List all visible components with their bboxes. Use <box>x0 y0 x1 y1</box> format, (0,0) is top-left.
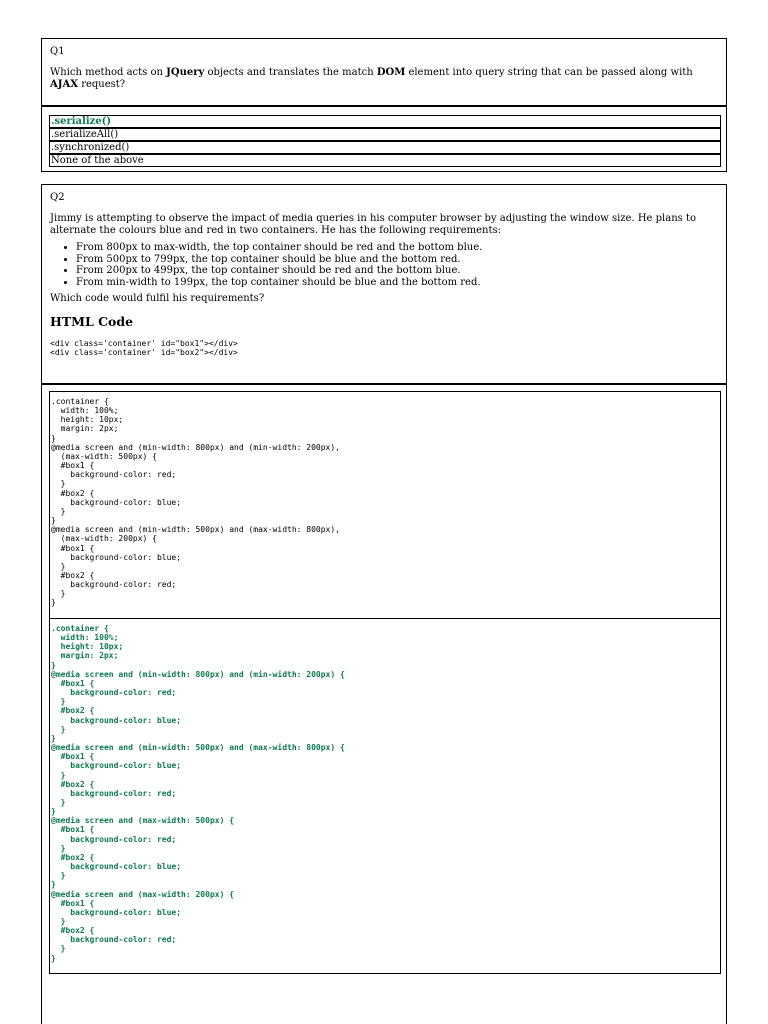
question-number: Q1 <box>50 46 65 57</box>
code-answer-option[interactable]: .container { width: 100%; height: 10px; margin: 2px; } @media screen and (min-width: 800px) and (min-width: 200px) { #box1 { background-color: red; } #box2 { background-color: blue; } } @media screen and (min-width: 500px) and (max-width: 800px) { #box1 { background-color: blue; } #box2 { background-color: red; } } @media screen and (max-width: 500px) { #box1 { background-color: red; } #box2 { background-color: blue; } } @media screen and (max-width: 200px) { #box1 { background-color: blue; } #box2 { background-color: red; } } <box>49 618 721 974</box>
code-answer-option[interactable]: .container { width: 100%; height: 10px; margin: 2px; } @media screen and (min-width: 800px) and (min-width: 200px), (max-width: 500px) { #box1 { background-color: red; } #box2 { background-color: blue; } } @media screen and (min-width: 500px) and (max-width: 800px), (max-width: 200px) { #box1 { background-color: blue; } #box2 { background-color: red; } } <box>49 391 721 619</box>
requirement-item: • From 200px to 499px, the top container should be red and the bottom blue. <box>76 265 718 277</box>
question-text-part: Which method acts on <box>50 67 167 78</box>
question-number: Q2 <box>50 192 65 203</box>
requirement-item: • From 500px to 799px, the top container should be blue and the bottom red. <box>76 254 718 266</box>
question-text-part: request? <box>78 79 126 90</box>
answer-option[interactable]: .serializeAll() <box>49 128 721 141</box>
answer-option[interactable]: None of the above <box>49 154 721 167</box>
requirement-item: • From 800px to max-width, the top container should be red and the bottom blue. <box>76 242 718 254</box>
question-text <box>50 67 718 91</box>
answer-option[interactable]: .synchronized() <box>49 141 721 154</box>
question-2-header <box>42 185 726 385</box>
requirement-item: • From min-width to 199px, the top container should be blue and the bottom red. <box>76 277 718 289</box>
requirements-list <box>50 242 718 288</box>
question-prompt: Which code would fulfil his requirements? <box>50 293 265 304</box>
question-text-part: element into query string that can be passed along with <box>405 67 693 78</box>
question-2-card <box>41 184 727 1024</box>
question-text-part: AJAX <box>50 79 79 90</box>
question-intro: Jimmy is attempting to observe the impact of media queries in his computer browser by adjusting the window size. He plans to alternate the colours blue and red in two containers. He has the following requirements: <box>50 213 697 236</box>
question-text-part: DOM <box>376 67 406 78</box>
html-code-block: <div class='container' id="box1"></div> <div class='container' id="box2"></div> <box>50 339 238 357</box>
question-text-part: objects and translates the match <box>204 67 377 78</box>
question-text-part: JQuery <box>166 67 205 78</box>
html-code-heading: HTML Code <box>50 314 134 329</box>
answer-option[interactable]: .serialize() <box>49 115 721 128</box>
question-1-card <box>41 38 727 172</box>
question-1-header <box>42 39 726 107</box>
